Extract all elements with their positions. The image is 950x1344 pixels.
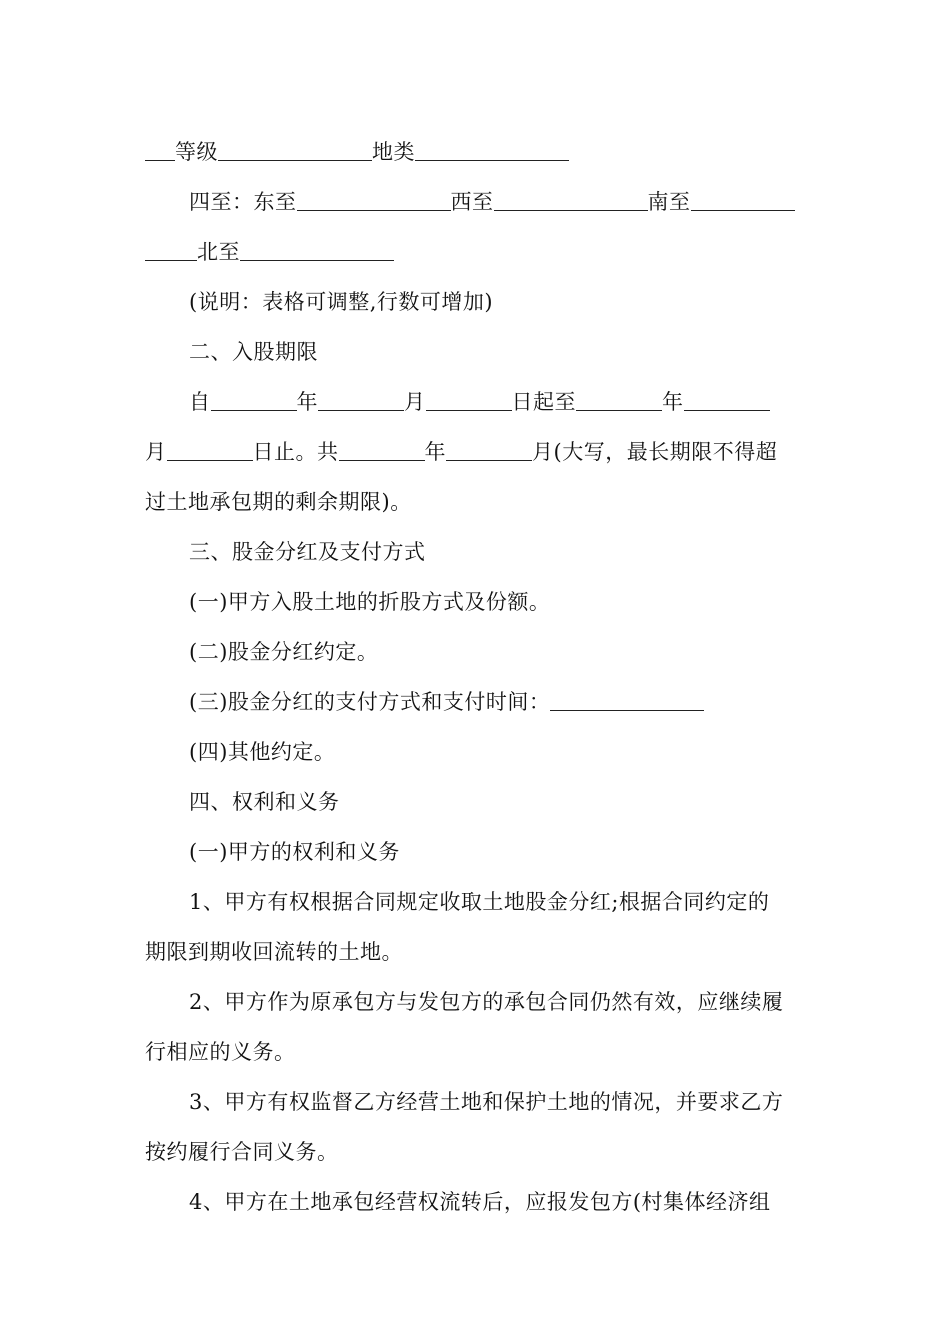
- grade-label: 等级: [175, 140, 218, 164]
- section-heading-rights: 四、权利和义务: [189, 790, 340, 814]
- south-blank[interactable]: [691, 209, 795, 211]
- section-heading-term: 二、入股期限: [189, 340, 318, 364]
- rights-paragraph-3-line-2: 按约履行合同义务。: [145, 1140, 339, 1164]
- term-from-label: 自: [189, 390, 211, 414]
- dividend-item-3: [145, 677, 809, 727]
- dividend-item-1: (一)甲方入股土地的折股方式及份额。: [189, 590, 551, 614]
- start-month-blank[interactable]: [318, 409, 404, 411]
- end-month-blank[interactable]: [684, 409, 770, 411]
- day-from-label: 日起至: [511, 390, 576, 414]
- total-months-blank[interactable]: [446, 459, 532, 461]
- land-type-blank[interactable]: [415, 159, 569, 161]
- table-note: (说明：表格可调整,行数可增加): [189, 290, 494, 314]
- rights-paragraph-4-line-1: 4、甲方在土地承包经营权流转后，应报发包方(村集体经济组: [189, 1190, 771, 1214]
- grade-blank[interactable]: [218, 159, 372, 161]
- start-year-blank[interactable]: [211, 409, 297, 411]
- end-year-blank[interactable]: [576, 409, 662, 411]
- term-tail-text: 月(大写，最长期限不得超: [532, 440, 778, 464]
- boundaries-line-2: [145, 227, 809, 277]
- start-day-blank[interactable]: [426, 409, 512, 411]
- rights-subheading: (一)甲方的权利和义务: [189, 840, 400, 864]
- year-label-3: 年: [424, 440, 446, 464]
- rights-paragraph-2-line-1: 2、甲方作为原承包方与发包方的承包合同仍然有效，应继续履: [189, 990, 784, 1014]
- year-label-2: 年: [662, 390, 684, 414]
- north-blank[interactable]: [240, 259, 394, 261]
- dividend-item-3-text: (三)股金分红的支付方式和支付时间：: [189, 690, 551, 714]
- rights-paragraph-3-line-1: 3、甲方有权监督乙方经营土地和保护土地的情况，并要求乙方: [189, 1090, 784, 1114]
- month-label: 月: [404, 390, 426, 414]
- land-grade-type-line: [145, 127, 809, 177]
- west-label: 西至: [450, 190, 494, 214]
- boundaries-label: 四至：: [189, 190, 254, 214]
- rights-paragraph-1-line-2: 期限到期收回流转的土地。: [145, 940, 403, 964]
- south-blank-cont[interactable]: [145, 259, 197, 261]
- end-day-blank[interactable]: [167, 459, 253, 461]
- day-end-label: 日止。共: [252, 440, 339, 464]
- total-years-blank[interactable]: [339, 459, 425, 461]
- rights-paragraph-1-line-1: 1、甲方有权根据合同规定收取土地股金分红;根据合同约定的: [189, 890, 770, 914]
- payment-method-blank[interactable]: [550, 709, 704, 711]
- dividend-item-4: (四)其他约定。: [189, 740, 336, 764]
- year-label: 年: [296, 390, 318, 414]
- south-label: 南至: [647, 190, 691, 214]
- month-label-2: 月: [145, 440, 167, 464]
- term-line-3: 过土地承包期的剩余期限)。: [145, 490, 412, 514]
- blank-field[interactable]: [145, 159, 175, 161]
- boundaries-line: [145, 177, 809, 227]
- east-blank[interactable]: [297, 209, 451, 211]
- dividend-item-2: (二)股金分红约定。: [189, 640, 379, 664]
- term-line-2: [145, 427, 809, 477]
- land-type-label: 地类: [372, 140, 415, 164]
- east-label: 东至: [253, 190, 297, 214]
- section-heading-dividend: 三、股金分红及支付方式: [189, 540, 426, 564]
- document-body: [145, 127, 809, 1227]
- north-label: 北至: [197, 240, 240, 264]
- rights-paragraph-2-line-2: 行相应的义务。: [145, 1040, 296, 1064]
- west-blank[interactable]: [494, 209, 648, 211]
- term-line-1: [145, 377, 809, 427]
